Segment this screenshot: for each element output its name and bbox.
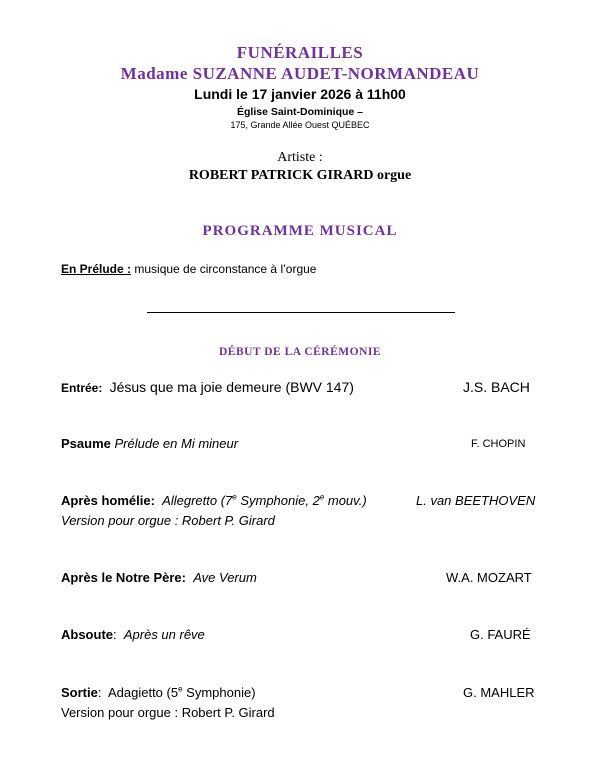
- sortie-line: Sortie: Adagietto (5e Symphonie): [61, 684, 256, 700]
- psaume-composer: F. CHOPIN: [471, 438, 526, 450]
- church-address: 175, Grande Allée Ouest QUÉBEC: [230, 120, 370, 130]
- title: FUNÉRAILLES: [236, 43, 364, 62]
- church-name: Église Saint-Dominique –: [236, 106, 364, 118]
- absoute-label: Absoute: [61, 627, 113, 642]
- entree-line: [61, 379, 354, 395]
- sortie-version: Version pour orgue : Robert P. Girard: [61, 705, 275, 720]
- prelude-text: musique de circonstance à l’orgue: [134, 262, 317, 276]
- divider: [147, 312, 455, 313]
- notre-pere-label: Après le Notre Père:: [61, 570, 186, 585]
- psaume-piece: Prélude en Mi mineur: [114, 436, 239, 451]
- psaume-label: Psaume: [61, 436, 111, 451]
- entree-label: Entrée:: [61, 381, 103, 395]
- sortie-piece: Adagietto (5e Symphonie): [107, 684, 256, 700]
- absoute-piece: Après un rêve: [123, 627, 205, 642]
- homelie-piece: Allegretto (7e Symphonie, 2e mouv.): [162, 492, 367, 508]
- homelie-composer: L. van BEETHOVEN: [416, 493, 536, 508]
- absoute-line: Absoute: Après un rêve: [61, 627, 205, 642]
- entree-composer: J.S. BACH: [463, 379, 530, 395]
- homelie-line: [61, 493, 367, 508]
- prelude-label: En Prélude :: [61, 262, 132, 276]
- absoute-composer: G. FAURÉ: [470, 627, 531, 642]
- homelie-version: Version pour orgue : Robert P. Girard: [61, 513, 275, 528]
- service-date: Lundi le 17 janvier 2026 à 11h00: [194, 86, 406, 102]
- homelie-label: Après homélie:: [61, 493, 155, 508]
- notre-pere-piece: Ave Verum: [193, 570, 257, 585]
- entree-piece: Jésus que ma joie demeure (BWV 147): [109, 379, 354, 395]
- notre-pere-composer: W.A. MOZART: [446, 570, 532, 585]
- artist-label: Artiste :: [277, 150, 323, 165]
- notre-pere-line: [61, 570, 257, 585]
- sortie-composer: G. MAHLER: [463, 685, 535, 700]
- prelude-line: [61, 262, 316, 276]
- psaume-line: [61, 436, 238, 451]
- artist-name: ROBERT PATRICK GIRARD orgue: [188, 168, 412, 183]
- deceased-name: Madame SUZANNE AUDET-NORMANDEAU: [120, 64, 480, 83]
- programme-title: PROGRAMME MUSICAL: [202, 223, 398, 239]
- sortie-label: Sortie: [61, 685, 98, 700]
- ceremony-heading: DÉBUT DE LA CÉRÉMONIE: [218, 346, 382, 358]
